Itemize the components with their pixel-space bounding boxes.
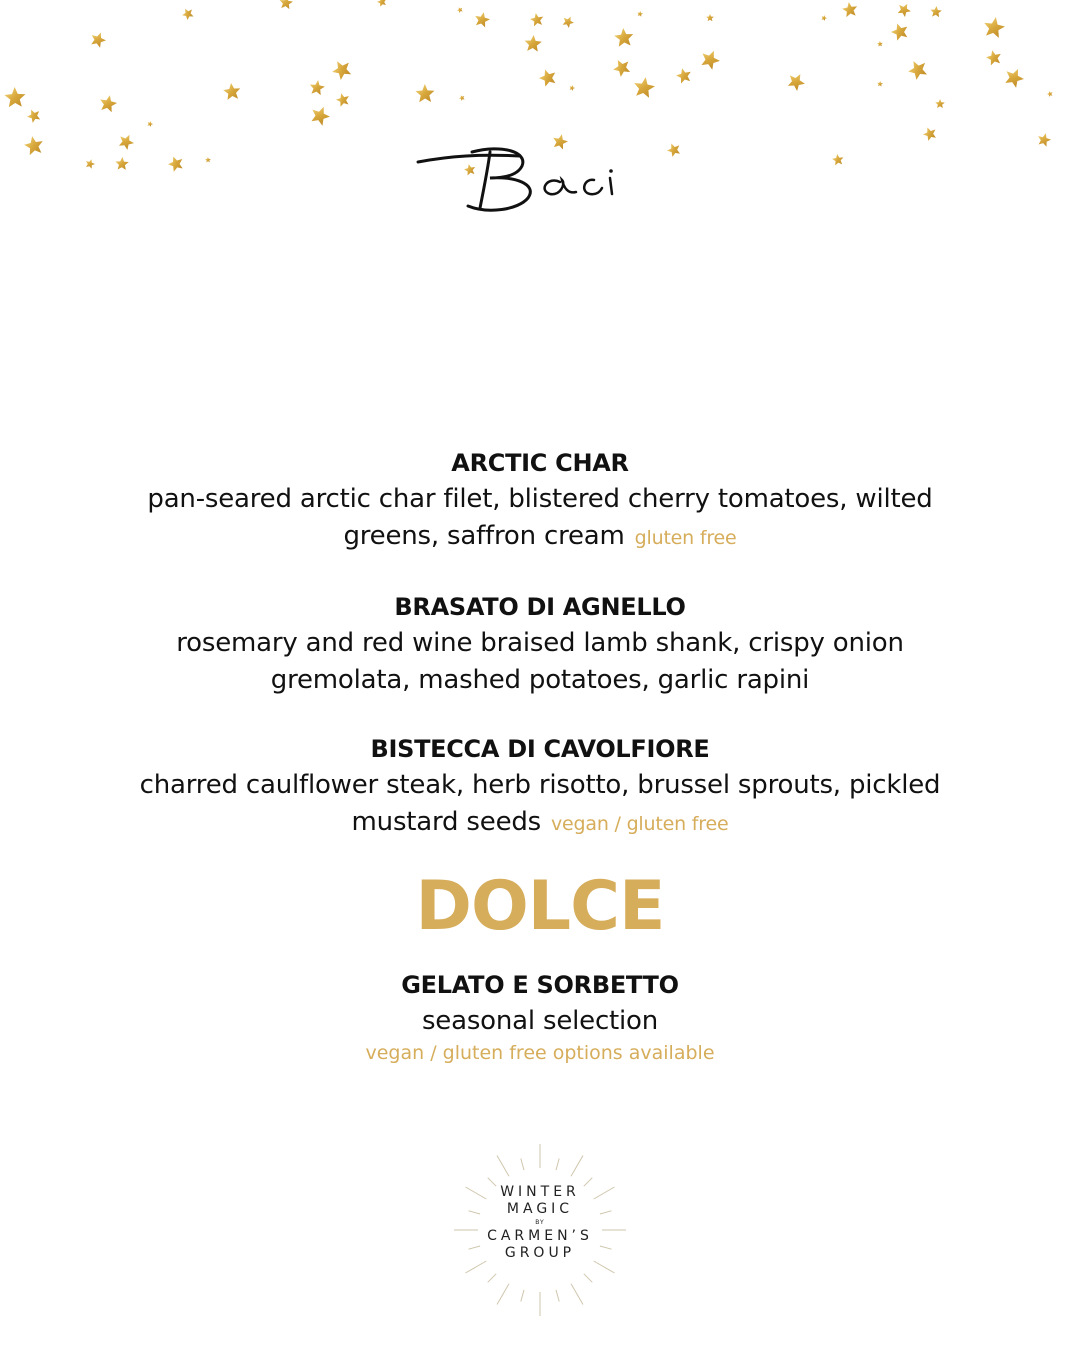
- menu-item: [100, 589, 980, 699]
- dietary-note: vegan / gluten free options available: [365, 1042, 715, 1064]
- gold-star-icon: [180, 6, 195, 21]
- gold-star-icon: [376, 0, 388, 7]
- winter-magic-badge: [450, 1140, 630, 1320]
- gold-star-icon: [98, 93, 118, 113]
- menu-item: [100, 731, 980, 843]
- dietary-tag: vegan / gluten free: [551, 813, 729, 835]
- item-description-text: pan-seared arctic char filet, blistered cherry tomatoes, wilted greens, saffron cream: [147, 484, 933, 551]
- gold-star-icon: [706, 14, 714, 21]
- badge-line-carmens: CARMEN’S: [487, 1228, 593, 1244]
- badge-line-group: GROUP: [504, 1245, 576, 1261]
- item-description: [100, 481, 980, 557]
- gold-star-icon: [1046, 90, 1053, 97]
- section-title-dolce: DOLCE: [415, 867, 665, 946]
- sunburst-ray: [594, 1261, 615, 1273]
- gold-star-icon: [921, 125, 938, 142]
- gold-star-icon: [1002, 65, 1027, 89]
- gold-star-icon: [877, 41, 883, 47]
- gold-star-icon: [473, 10, 491, 28]
- menu-item: [100, 967, 980, 1066]
- gold-star-icon: [675, 66, 693, 84]
- gold-star-icon: [335, 92, 351, 108]
- gold-star-icon: [889, 21, 910, 42]
- gold-star-icon: [982, 15, 1006, 38]
- gold-star-icon: [279, 0, 294, 9]
- item-name: BRASATO DI AGNELLO: [394, 593, 686, 621]
- baci-signature-icon: [410, 138, 630, 218]
- badge-line-by: BY: [535, 1219, 545, 1226]
- item-name: ARCTIC CHAR: [451, 449, 629, 477]
- gold-star-icon: [115, 157, 129, 170]
- baci-logo: [410, 138, 630, 218]
- gold-star-icon: [614, 27, 635, 47]
- gold-star-icon: [698, 47, 723, 71]
- gold-star-icon: [223, 82, 242, 100]
- gold-star-icon: [456, 6, 464, 13]
- gold-star-icon: [832, 153, 845, 165]
- gold-star-icon: [841, 1, 858, 18]
- gold-star-icon: [458, 94, 465, 101]
- item-name: BISTECCA DI CAVOLFIORE: [370, 735, 710, 763]
- gold-star-icon: [116, 131, 136, 151]
- sunburst-ray: [521, 1290, 524, 1302]
- item-description-text: rosemary and red wine braised lamb shank, crispy onion gremolata, mashed potatoes, garlic rapini: [176, 628, 904, 695]
- gold-star-icon: [309, 79, 326, 95]
- gold-star-icon: [524, 34, 542, 51]
- item-name: GELATO E SORBETTO: [401, 971, 679, 999]
- badge-line-winter: WINTER: [500, 1184, 580, 1200]
- gold-star-icon: [820, 14, 827, 21]
- gold-star-icon: [537, 67, 559, 88]
- gold-star-icon: [905, 57, 930, 82]
- gold-star-icon: [329, 57, 354, 82]
- gold-star-icon: [25, 107, 43, 124]
- gold-star-icon: [569, 84, 576, 91]
- item-description: [100, 767, 980, 843]
- item-description: [100, 625, 980, 699]
- item-description: seasonal selection: [421, 1006, 659, 1036]
- gold-star-icon: [637, 11, 644, 17]
- gold-star-icon: [930, 6, 942, 18]
- sunburst-ray: [488, 1274, 497, 1283]
- gold-star-icon: [632, 75, 656, 98]
- gold-star-icon: [529, 12, 544, 27]
- gold-star-icon: [785, 70, 808, 93]
- gold-star-icon: [308, 103, 332, 127]
- sunburst-ray: [556, 1159, 559, 1171]
- menu-item: [100, 445, 980, 557]
- item-description-text: charred caulflower steak, herb risotto, brussel sprouts, pickled mustard seeds: [139, 770, 941, 837]
- sunburst-ray: [584, 1274, 593, 1283]
- gold-star-icon: [89, 30, 108, 49]
- sunburst-ray: [571, 1156, 583, 1177]
- gold-star-icon: [146, 120, 153, 127]
- gold-star-icon: [205, 157, 211, 163]
- sunburst-ray: [556, 1290, 559, 1302]
- gold-star-icon: [23, 134, 45, 155]
- gold-star-icon: [935, 99, 945, 108]
- gold-star-icon: [1036, 132, 1052, 148]
- dietary-tag: gluten free: [634, 527, 737, 549]
- gold-star-icon: [84, 158, 96, 169]
- gold-star-icon: [985, 48, 1003, 66]
- sunburst-ray: [497, 1156, 509, 1177]
- gold-star-icon: [561, 14, 576, 29]
- sunburst-ray: [497, 1284, 509, 1305]
- gold-star-icon: [4, 87, 26, 108]
- sunburst-ray: [466, 1261, 487, 1273]
- sunburst-ray: [571, 1284, 583, 1305]
- gold-star-icon: [895, 1, 913, 19]
- gold-star-icon: [610, 56, 633, 78]
- badge-text: [450, 1184, 630, 1262]
- menu-list: [100, 445, 980, 1098]
- gold-star-icon: [415, 84, 434, 102]
- gold-star-icon: [166, 154, 185, 173]
- badge-line-magic: MAGIC: [506, 1201, 574, 1217]
- sunburst-ray: [521, 1159, 524, 1171]
- gold-star-icon: [877, 81, 883, 87]
- gold-star-icon: [665, 141, 682, 158]
